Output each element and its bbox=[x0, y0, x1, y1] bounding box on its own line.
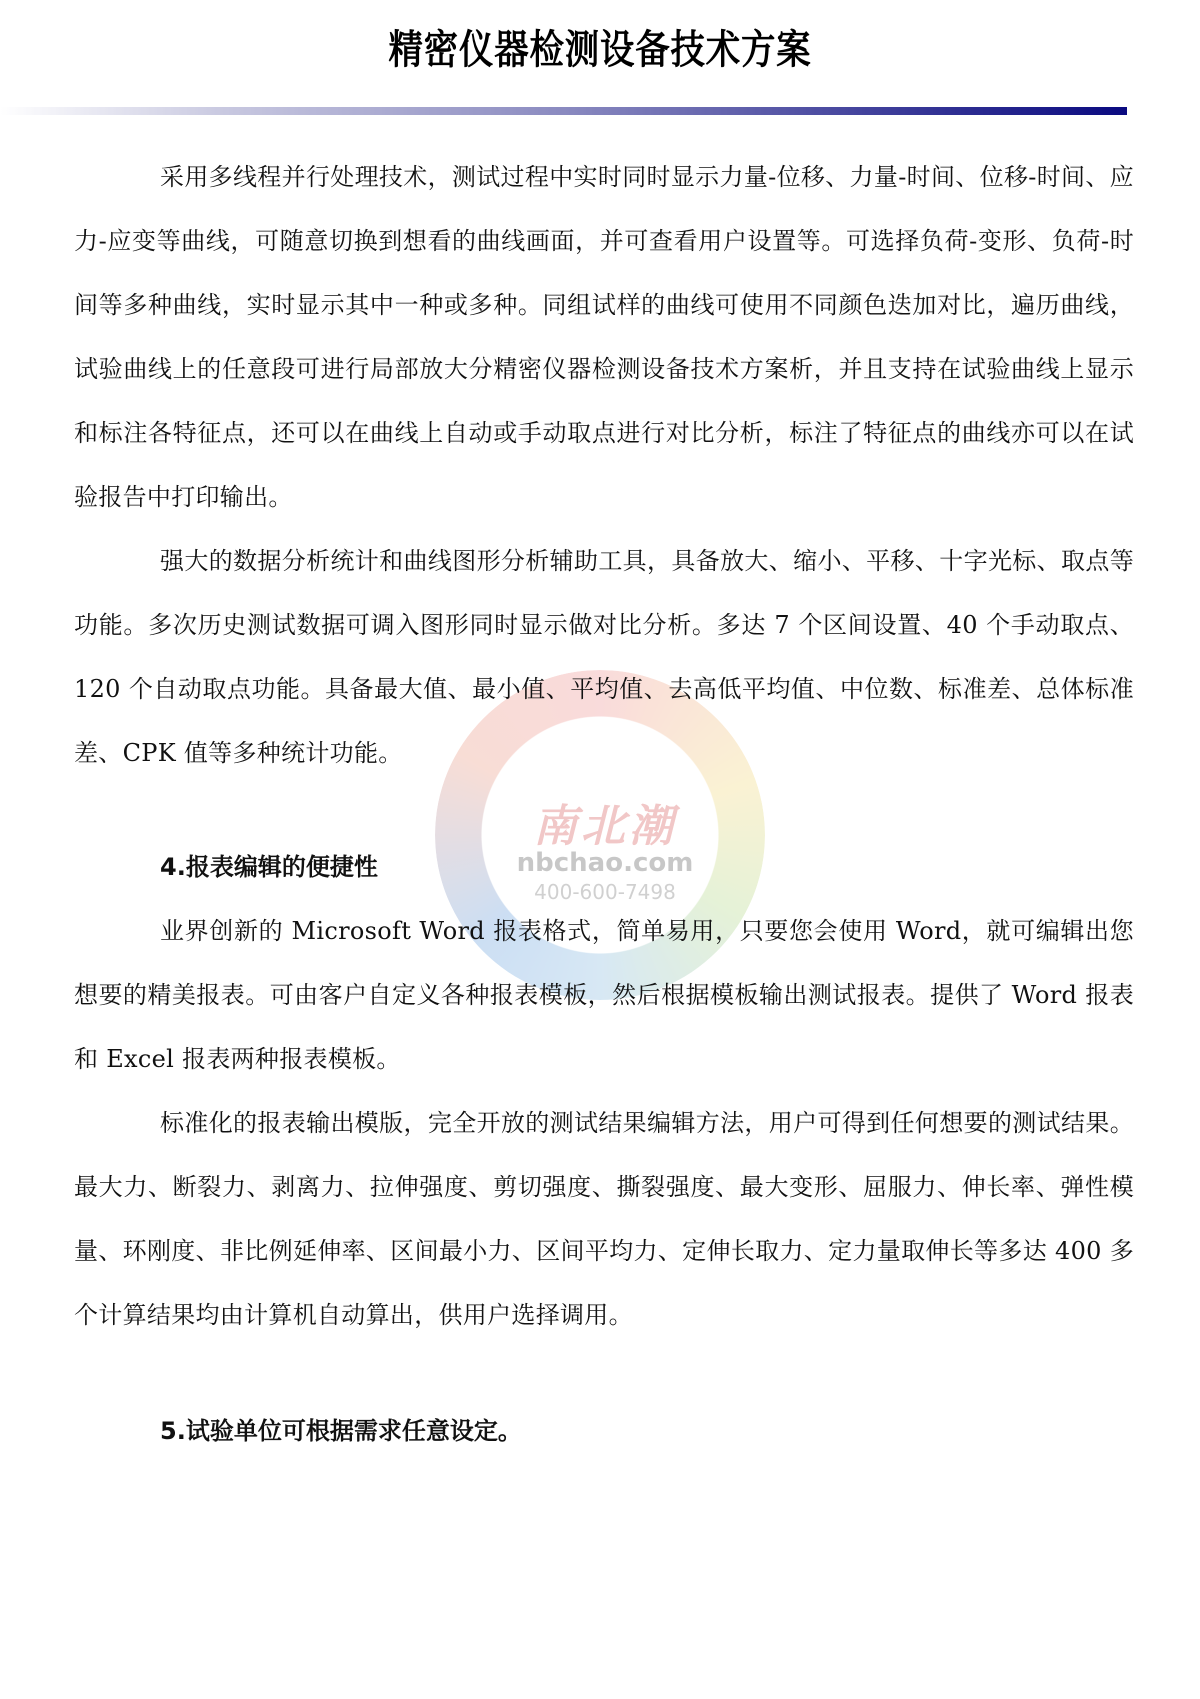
section-heading-report-editing: 4.报表编辑的便捷性 bbox=[160, 853, 378, 881]
title-divider bbox=[0, 107, 1127, 115]
paragraph-curve-display: 采用多线程并行处理技术，测试过程中实时同时显示力量-位移、力量-时间、位移-时间、应力-应变等曲线，可随意切换到想看的曲线画面，并可查看用户设置等。可选择负荷-变形、负荷-时间等多种曲线，实时显示其中一种或多种。同组试样的曲线可使用不同颜色迭加对比，遍历曲线，试验曲线上的任意段可进行局部放大分精密仪器检测设备技术方案析，并且支持在试验曲线上显示和标注各特征点，还可以在曲线上自动或手动取点进行对比分析，标注了特征点的曲线亦可以在试验报告中打印输出。 bbox=[74, 163, 1134, 511]
section-heading-test-units: 5.试验单位可根据需求任意设定。 bbox=[160, 1417, 522, 1445]
watermark-brand: 南北潮 bbox=[533, 801, 677, 852]
watermark-site: nbchao.com bbox=[516, 848, 694, 878]
page-title: 精密仪器检测设备技术方案 bbox=[388, 27, 812, 73]
paragraph-word-report: 业界创新的 Microsoft Word 报表格式，简单易用，只要您会使用 Word，就可编辑出您想要的精美报表。可由客户自定义各种报表模板，然后根据模板输出测试报表。提供了 Word 报表和 Excel 报表两种报表模板。 bbox=[74, 917, 1134, 1073]
document-body bbox=[74, 145, 1134, 1463]
paragraph-report-output: 标准化的报表输出模版，完全开放的测试结果编辑方法，用户可得到任何想要的测试结果。最大力、断裂力、剥离力、拉伸强度、剪切强度、撕裂强度、最大变形、屈服力、伸长率、弹性模量、环刚度、非比例延伸率、区间最小力、区间平均力、定伸长取力、定力量取伸长等多达 400 多个计算结果均由计算机自动算出，供用户选择调用。 bbox=[74, 1109, 1134, 1329]
watermark-phone: 400-600-7498 bbox=[534, 880, 676, 904]
spacer bbox=[74, 785, 1134, 835]
spacer bbox=[74, 1347, 1134, 1399]
paragraph-data-analysis: 强大的数据分析统计和曲线图形分析辅助工具，具备放大、缩小、平移、十字光标、取点等功能。多次历史测试数据可调入图形同时显示做对比分析。多达 7 个区间设置、40 个手动取点、120 个自动取点功能。具备最大值、最小值、平均值、去高低平均值、中位数、标准差、总体标准差、CPK 值等多种统计功能。 bbox=[74, 547, 1134, 767]
